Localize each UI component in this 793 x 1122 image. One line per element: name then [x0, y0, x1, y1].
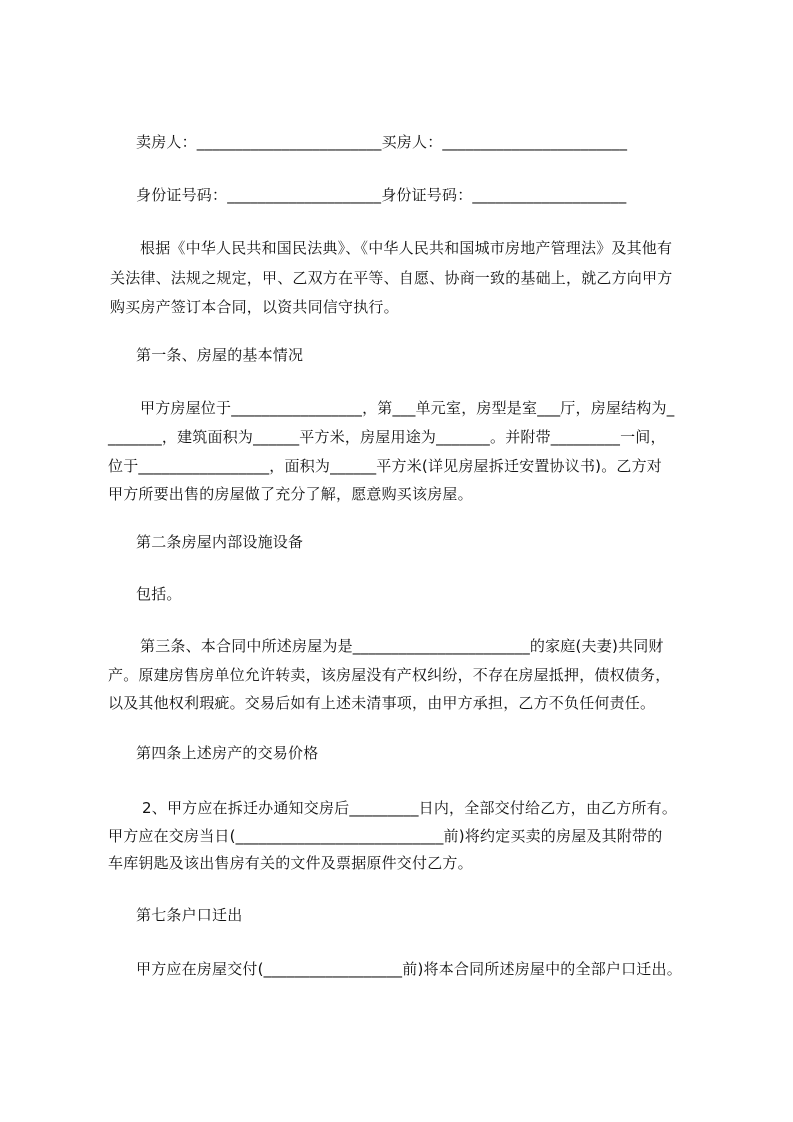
article-3-line-2: 产。原建房售房单位允许转卖，该房屋没有产权纠纷，不存在房屋抵押，债权债务， [108, 666, 671, 684]
seller-buyer-line: 卖房人：________________________买房人：________________________ [136, 133, 628, 151]
article-7-content: 甲方应在房屋交付(__________________前)将本合同所述房屋中的全部户口迁出。 [136, 960, 682, 978]
article-7-heading: 第七条户口迁出 [136, 906, 243, 924]
preamble-line-2: 关法律、法规之规定，甲、乙双方在平等、自愿、协商一致的基础上，就乙方向甲方 [110, 269, 673, 287]
article-2-heading: 第二条房屋内部设施设备 [136, 533, 304, 551]
article-1-heading: 第一条、房屋的基本情况 [136, 346, 304, 364]
article-1-line-1: 甲方房屋位于_________________，第___单元室，房型是室___厅，房屋结构为_ [140, 399, 675, 417]
preamble-line-3: 购买房产签订本合同，以资共同信守执行。 [110, 298, 399, 316]
article-4-line-3: 车库钥匙及该出售房有关的文件及票据原件交付乙方。 [108, 854, 473, 872]
article-1-line-3: 位于_________________，面积为______平方米(详见房屋拆迁安置协议书)。乙方对 [108, 457, 663, 475]
article-4-line-2: 甲方应在交房当日(___________________________前)将约定买卖的房屋及其附带的 [108, 827, 663, 845]
preamble-line-1: 根据《中华人民共和国民法典》、《中华人民共和国城市房地产管理法》及其他有 [140, 239, 673, 257]
article-1-line-4: 甲方所要出售的房屋做了充分了解，愿意购买该房屋。 [108, 485, 473, 503]
article-4-line-1: 2、甲方应在拆迁办通知交房后_________日内，全部交付给乙方，由乙方所有。 [142, 799, 678, 817]
article-2-content: 包括。 [136, 585, 182, 603]
article-3-line-3: 以及其他权利瑕疵。交易后如有上述未清事项，由甲方承担，乙方不负任何责任。 [108, 694, 656, 712]
article-3-line-1: 第三条、本合同中所述房屋为是_______________________的家庭(夫妻)共同财 [140, 637, 664, 655]
article-4-heading: 第四条上述房产的交易价格 [136, 744, 319, 762]
article-1-line-2: _______，建筑面积为______平方米，房屋用途为_______。并附带_________一间， [108, 428, 666, 446]
id-number-line: 身份证号码：____________________身份证号码：____________________ [136, 186, 627, 204]
